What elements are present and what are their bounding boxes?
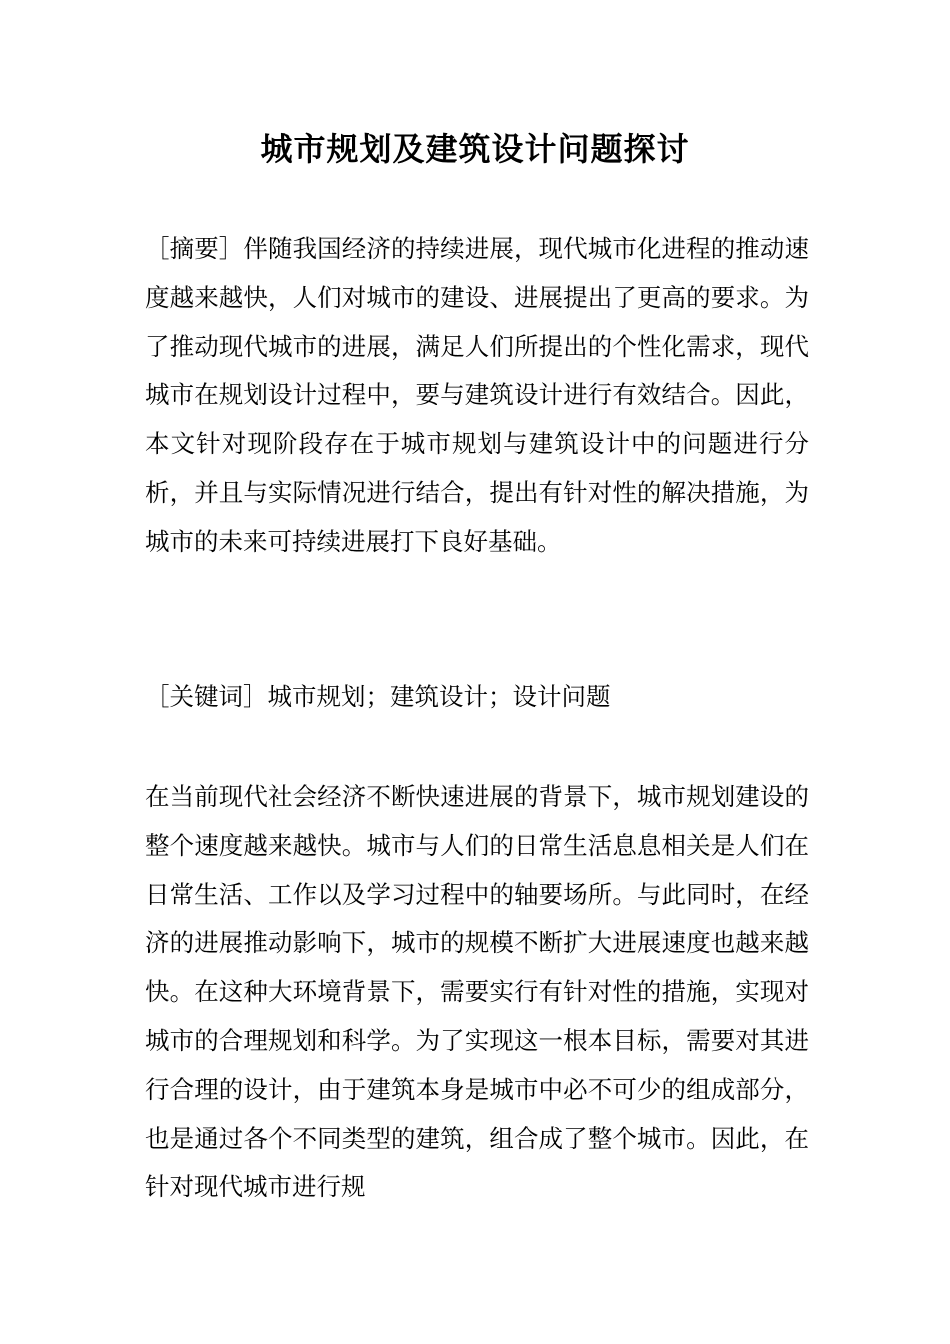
keywords-line: ［关键词］城市规划；建筑设计；设计问题	[145, 682, 611, 711]
document-title: 城市规划及建筑设计问题探讨	[260, 130, 690, 168]
abstract-paragraph: ［摘要］伴随我国经济的持续进展，现代城市化进程的推动速度越来越快，人们对城市的建设、进展提出了更高的要求。为了推动现代城市的进展，满足人们所提出的个性化需求，现代城市在规划设计过程中，要与建筑设计进行有效结合。因此，本文针对现阶段存在于城市规划与建筑设计中的问题进行分析，并且与实际情况进行结合，提出有针对性的解决措施，为城市的未来可持续进展打下良好基础。	[145, 234, 809, 556]
body-paragraph: 在当前现代社会经济不断快速进展的背景下，城市规划建设的整个速度越来越快。城市与人们的日常生活息息相关是人们在日常生活、工作以及学习过程中的轴要场所。与此同时，在经济的进展推动影响下，城市的规模不断扩大进展速度也越来越快。在这种大环境背景下，需要实行有针对性的措施，实现对城市的合理规划和科学。为了实现这一根本目标，需要对其进行合理的设计，由于建筑本身是城市中必不可少的组成部分，也是通过各个不同类型的建筑，组合成了整个城市。因此，在针对现代城市进行规	[145, 782, 809, 1202]
